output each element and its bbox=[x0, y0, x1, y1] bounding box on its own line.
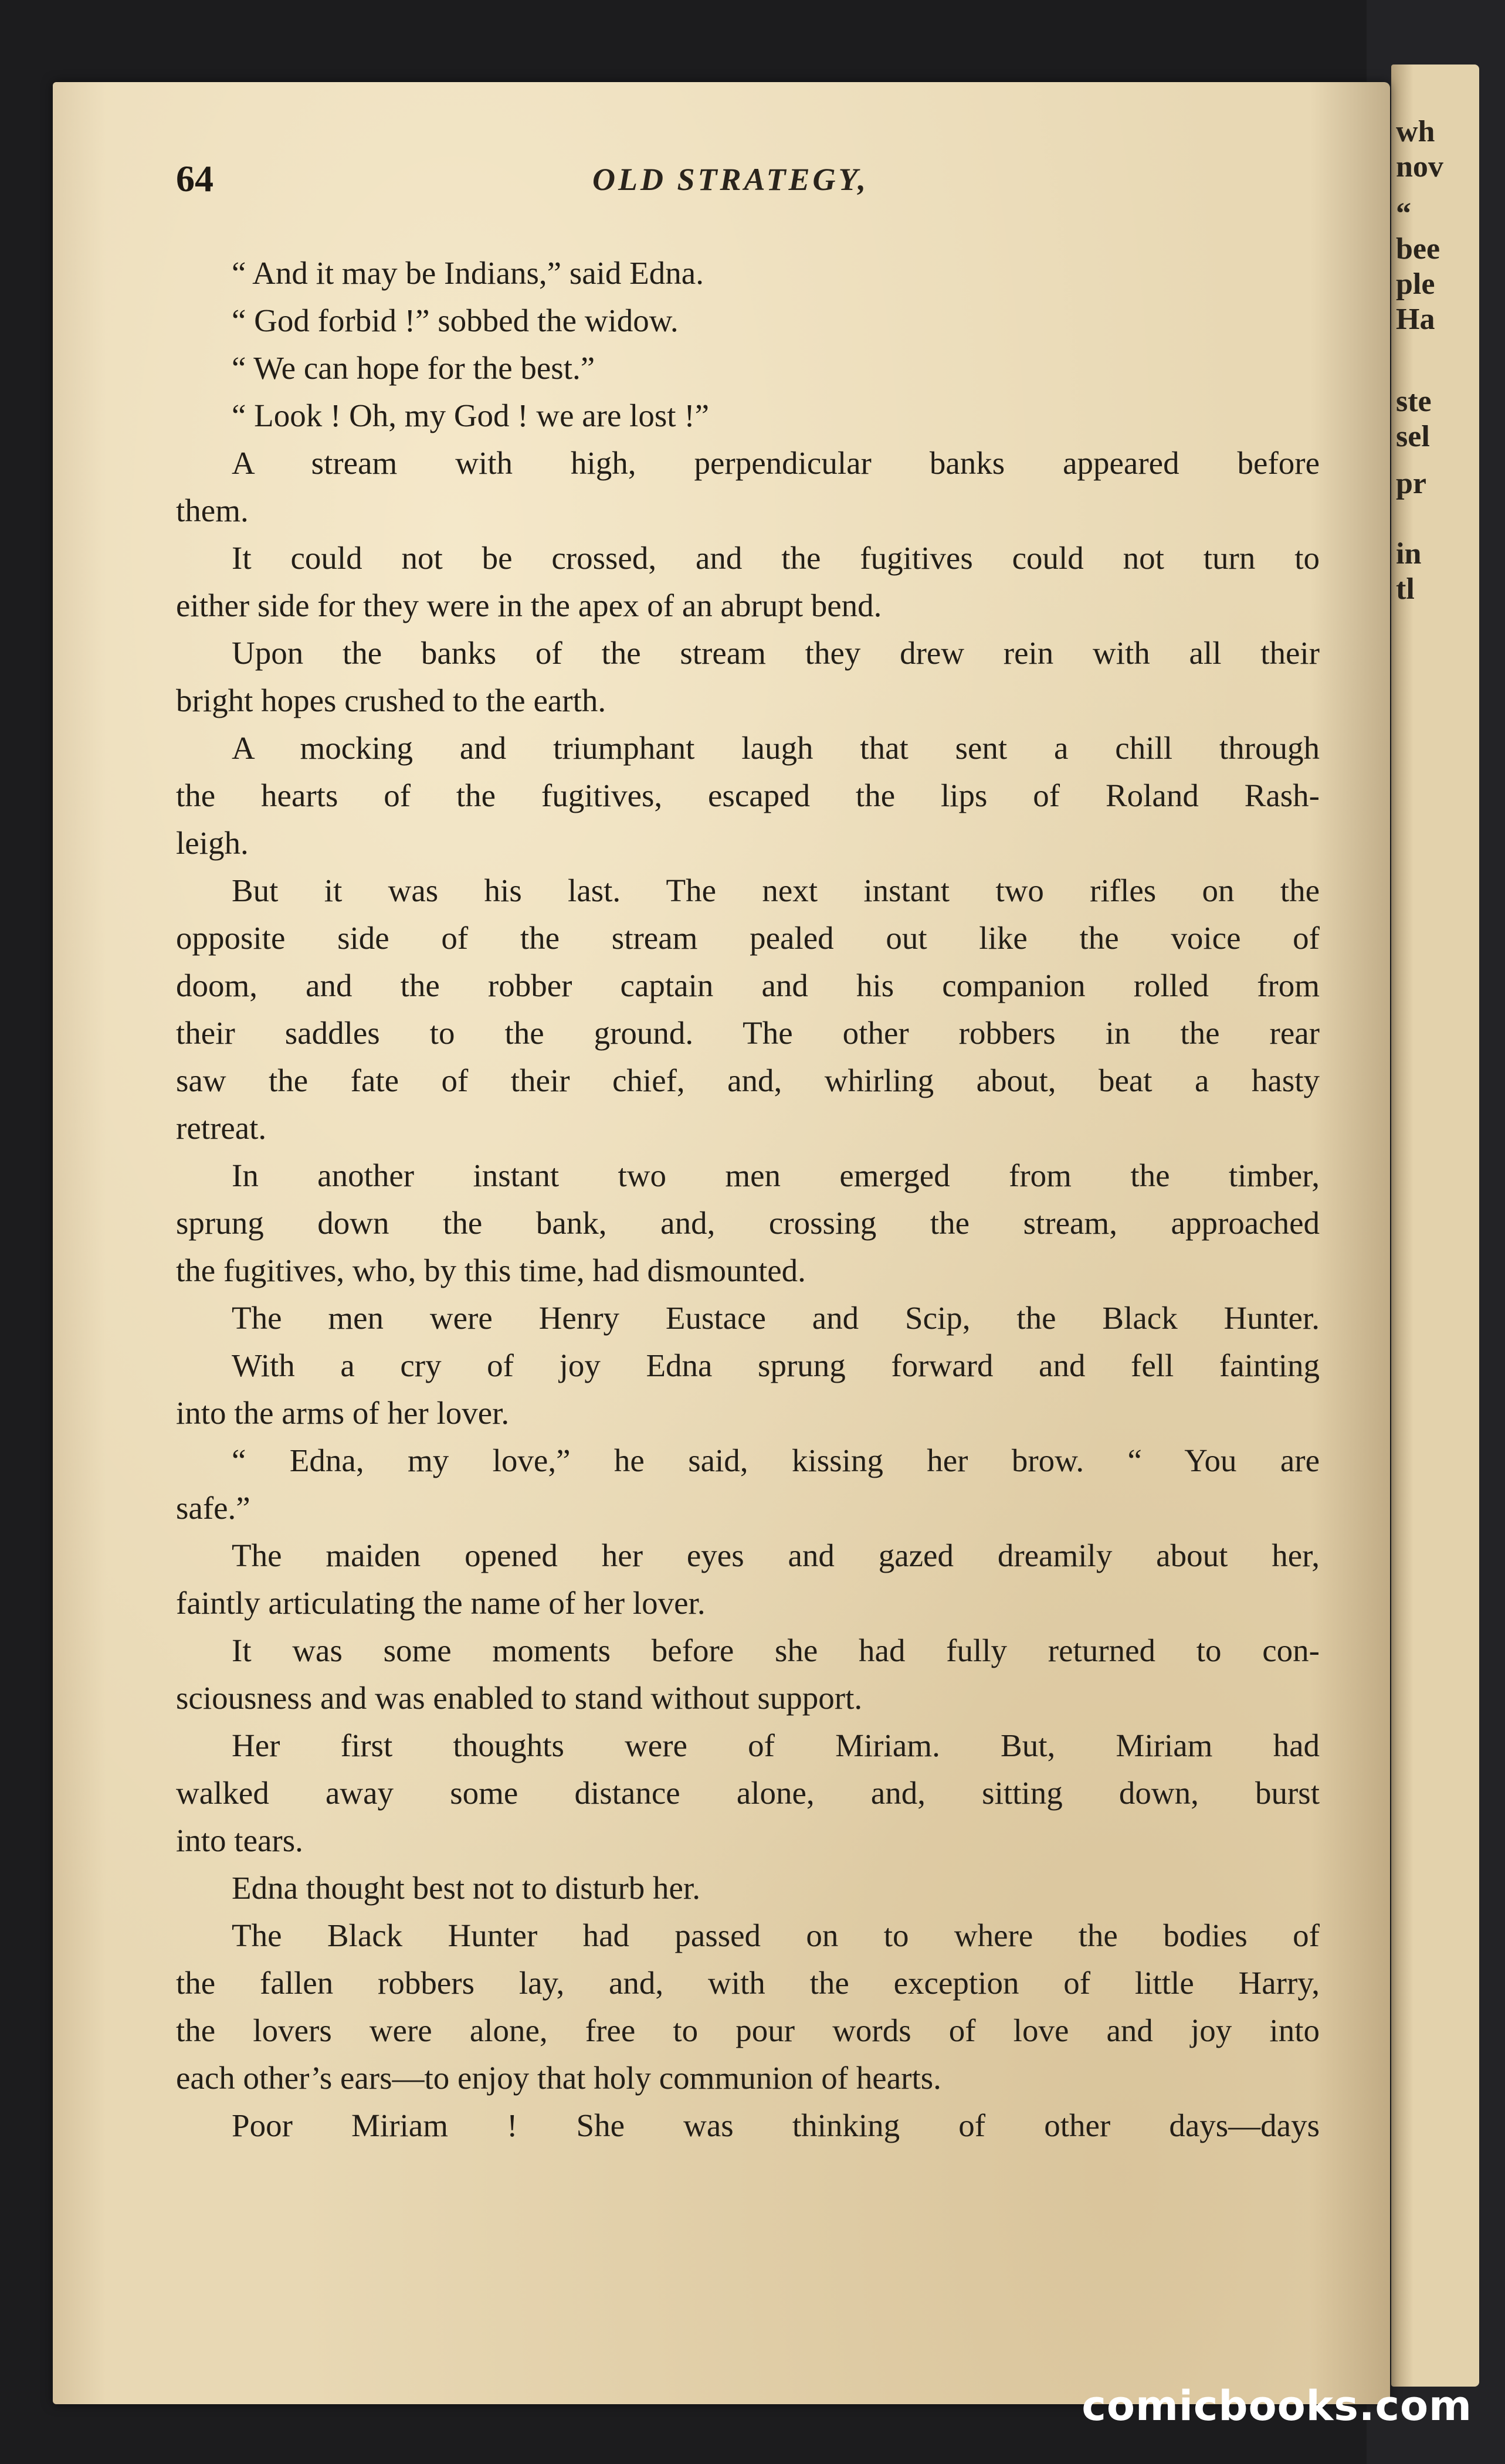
text-line: But it was his last. The next instant two rifles on the bbox=[232, 873, 1320, 908]
text-line: Edna thought best not to disturb her. bbox=[232, 1870, 700, 1906]
body-text bbox=[176, 249, 1320, 2149]
text-line: In another instant two men emerged from the timber, bbox=[232, 1158, 1320, 1193]
text-line: “ Look ! Oh, my God ! we are lost !” bbox=[232, 398, 710, 433]
text-line: The maiden opened her eyes and gazed dreamily about her, bbox=[232, 1538, 1320, 1573]
text-line: the fallen robbers lay, and, with the exception of little Harry, bbox=[176, 1965, 1320, 2001]
text-line: Upon the banks of the stream they drew rein with all their bbox=[232, 635, 1320, 671]
text-line: opposite side of the stream pealed out like the voice of bbox=[176, 920, 1320, 956]
text-line: the hearts of the fugitives, escaped the lips of Roland Rash- bbox=[176, 778, 1320, 813]
text-line: leigh. bbox=[176, 825, 249, 861]
facing-page-fragment: “ bbox=[1396, 197, 1411, 230]
text-line: either side for they were in the apex of an abrupt bend. bbox=[176, 588, 882, 623]
text-line: With a cry of joy Edna sprung forward and fell fainting bbox=[232, 1348, 1320, 1383]
text-line: into tears. bbox=[176, 1822, 303, 1858]
text-line: sprung down the bank, and, crossing the stream, approached bbox=[176, 1205, 1320, 1241]
text-line: the lovers were alone, free to pour words of love and joy into bbox=[176, 2012, 1320, 2048]
text-line: The men were Henry Eustace and Scip, the Black Hunter. bbox=[232, 1300, 1320, 1336]
text-line: It was some moments before she had fully returned to con- bbox=[232, 1633, 1320, 1668]
text-line: doom, and the robber captain and his companion rolled from bbox=[176, 968, 1320, 1003]
facing-page-fragment: bee bbox=[1396, 232, 1440, 266]
text-line: Her first thoughts were of Miriam. But, Miriam had bbox=[232, 1727, 1320, 1763]
text-line: It could not be crossed, and the fugitives could not turn to bbox=[232, 540, 1320, 576]
text-line: A stream with high, perpendicular banks appeared before bbox=[232, 445, 1320, 481]
text-line: “ God forbid !” sobbed the widow. bbox=[232, 303, 679, 338]
text-line: walked away some distance alone, and, sitting down, burst bbox=[176, 1775, 1320, 1811]
facing-page-fragment: sel bbox=[1396, 420, 1430, 453]
facing-page-fragment: ple bbox=[1396, 267, 1435, 301]
facing-page-fragment: in bbox=[1396, 537, 1422, 571]
watermark-logo: comicbooks.com bbox=[1082, 2382, 1472, 2430]
facing-page-fragment: wh bbox=[1396, 115, 1435, 148]
facing-page-fragment: tl bbox=[1396, 572, 1415, 606]
text-line: Poor Miriam ! She was thinking of other days—days bbox=[232, 2107, 1320, 2143]
running-head: OLD STRATEGY, bbox=[592, 162, 869, 197]
text-line: each other’s ears—to enjoy that holy communion of hearts. bbox=[176, 2060, 941, 2096]
text-line: “ We can hope for the best.” bbox=[232, 350, 595, 386]
text-line: faintly articulating the name of her lover. bbox=[176, 1585, 706, 1621]
text-line: retreat. bbox=[176, 1110, 267, 1146]
text-line: “ Edna, my love,” he said, kissing her brow. “ You are bbox=[232, 1443, 1320, 1478]
facing-page-fragment: nov bbox=[1396, 150, 1443, 184]
page-number: 64 bbox=[176, 158, 213, 199]
text-line: the fugitives, who, by this time, had dismounted. bbox=[176, 1253, 806, 1288]
text-line: A mocking and triumphant laugh that sent a chill through bbox=[232, 730, 1320, 766]
facing-page bbox=[1391, 65, 1479, 2387]
text-line: safe.” bbox=[176, 1490, 250, 1526]
text-line: sciousness and was enabled to stand without support. bbox=[176, 1680, 863, 1716]
facing-page-fragment: pr bbox=[1396, 467, 1426, 500]
text-line: “ And it may be Indians,” said Edna. bbox=[232, 255, 704, 291]
text-line: bright hopes crushed to the earth. bbox=[176, 683, 606, 718]
facing-page-fragment: ste bbox=[1396, 385, 1432, 418]
text-line: saw the fate of their chief, and, whirling about, beat a hasty bbox=[176, 1063, 1320, 1098]
text-line: their saddles to the ground. The other robbers in the rear bbox=[176, 1015, 1320, 1051]
facing-page-fragment: Ha bbox=[1396, 303, 1435, 336]
text-line: into the arms of her lover. bbox=[176, 1395, 510, 1431]
text-line: them. bbox=[176, 493, 249, 528]
text-line: The Black Hunter had passed on to where the bodies of bbox=[232, 1917, 1320, 1953]
